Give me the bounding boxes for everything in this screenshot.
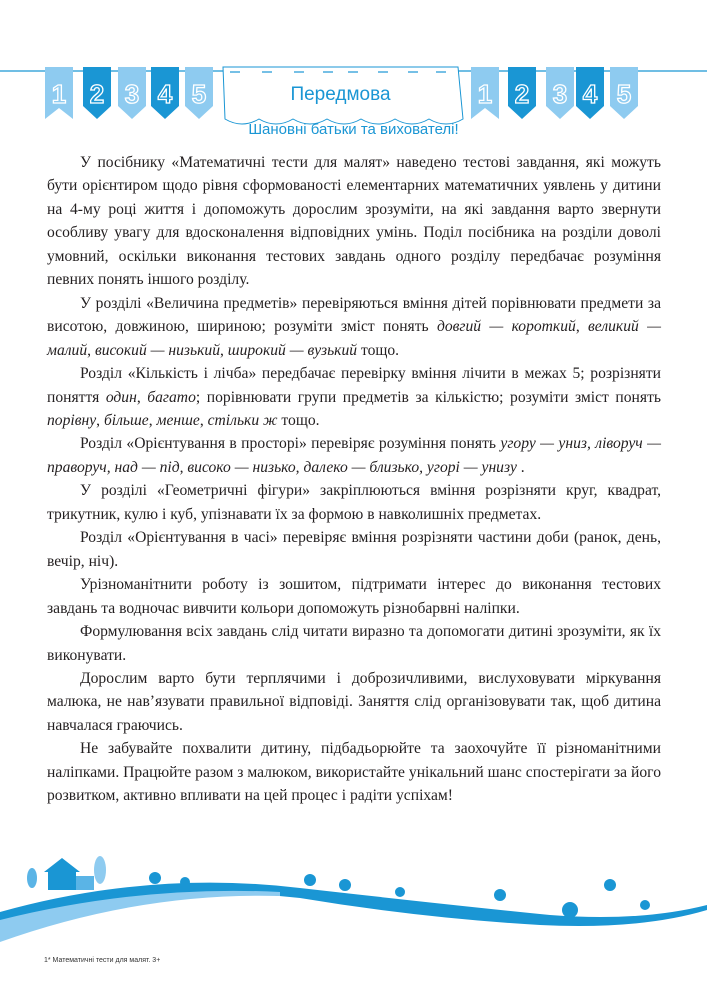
flag-digit-3	[118, 67, 146, 119]
italic-term: довгий — короткий	[436, 318, 576, 336]
text-run: У посібнику «Математичні тести для малят» наведено тестові завдання, які можуть бути орієнтиром щодо рівня сформованості елементарних математичних уявлень у дитини на 4-му році життя і допоможуть дорослим зрозуміти, на які завдання варто звернути особливу увагу для вдосконалення відповідних умінь. Поділ посібника на розділи доволі умовний, оскільки виконання тестових завдань одного розділу передбачає розуміння певних понять іншого розділу.	[47, 154, 661, 289]
text-run: У розділі «Геометричні фігури» закріплюються вміння розрізняти круг, квадрат, трикутник, кулю і куб, упізнавати їх за формою в навколишніх предметах.	[47, 482, 661, 523]
footer-caption: 1* Математичні тести для малят. 3+	[44, 957, 161, 964]
text-run: ,	[87, 341, 95, 359]
text-run: ,	[220, 341, 228, 359]
svg-text:2: 2	[89, 79, 105, 109]
paragraph	[47, 667, 661, 737]
italic-term: більше	[103, 411, 149, 429]
text-run: Урізноманітнити роботу із зошитом, підтримати інтерес до виконання тестових завдань та водночас вивчити кольори допоможуть різнобарвні наліпки.	[47, 576, 661, 617]
italic-term: високий — низький	[94, 341, 220, 359]
text-run: ,	[96, 411, 104, 429]
italic-term: менше	[156, 411, 200, 429]
landscape-decoration	[0, 850, 707, 960]
text-run: Дорослим варто бути терплячими і доброзичливими, вислуховувати міркування малюка, не нав’язувати правильної відповіді. Заняття слід організовувати так, щоб дитина навчалася граючись.	[47, 669, 661, 734]
svg-text:3: 3	[552, 79, 568, 109]
text-run: Розділ «Орієнтування в часі» перевіряє вміння розрізняти частини доби (ранок, день, вечір, ніч).	[47, 529, 661, 570]
text-run: тощо.	[357, 341, 400, 359]
svg-text:1: 1	[477, 79, 493, 109]
greeting-heading: Шановні батьки та вихователі!	[248, 121, 459, 138]
flag-digit-3	[546, 67, 574, 119]
paragraph	[47, 362, 661, 432]
italic-term: великий — малий	[47, 318, 661, 359]
italic-term: стільки ж	[207, 411, 278, 429]
text-run: ,	[148, 411, 157, 429]
text-run: .	[516, 458, 525, 476]
svg-text:1: 1	[51, 79, 67, 109]
paragraph	[47, 151, 661, 292]
svg-text:5: 5	[191, 79, 207, 109]
text-run: Розділ «Кількість і лічба» передбачає перевірку вміння лічити в межах 5; розрізняти поняття	[47, 365, 661, 406]
svg-text:5: 5	[616, 79, 632, 109]
flag-digit-5	[610, 67, 638, 119]
flag-digit-1	[471, 67, 499, 119]
text-run: ,	[575, 318, 589, 336]
italic-term: порівну	[47, 411, 97, 429]
flag-digit-2	[83, 67, 111, 119]
text-run: ,	[199, 411, 208, 429]
italic-term: багато	[147, 388, 196, 406]
flag-digit-1	[45, 67, 73, 119]
preface-body	[47, 151, 661, 808]
italic-term: один	[105, 388, 137, 406]
flag-digit-4	[151, 67, 179, 119]
paragraph	[47, 737, 661, 807]
svg-text:2: 2	[514, 79, 530, 109]
text-run: У розділі «Величина предметів» перевіряються вміння дітей порівнювати предмети за висотою, довжиною, шириною; розуміти зміст понять	[47, 294, 661, 336]
paragraph	[47, 620, 661, 667]
paragraph	[47, 292, 661, 362]
paragraph	[47, 432, 661, 479]
text-run: Формулювання всіх завдань слід читати виразно та допомогати дитині зрозуміти, як їх виконувати.	[47, 623, 661, 664]
text-run: ; порівнювати групи предметів за кількістю; розуміти зміст понять	[195, 388, 661, 406]
text-run: ,	[136, 388, 148, 406]
italic-term: широкий — вузький	[227, 341, 358, 359]
svg-text:4: 4	[582, 79, 598, 109]
svg-text:4: 4	[157, 79, 173, 109]
paragraph	[47, 479, 661, 526]
page-title: Передмова	[290, 84, 391, 105]
flag-digit-2	[508, 67, 536, 119]
header-bunting	[0, 0, 707, 135]
text-run: тощо.	[277, 411, 320, 429]
svg-text:3: 3	[124, 79, 140, 109]
flag-digit-5	[185, 67, 213, 119]
flag-digit-4	[576, 67, 604, 119]
text-run: Не забувайте похвалити дитину, підбадьорюйте та заохочуйте її різноманітними наліпками. Працюйте разом з малюком, використайте унікальний шанс спостерігати за його розвитком, активно впливати на цей процес і радіти успіхам!	[47, 740, 661, 805]
paragraph	[47, 526, 661, 573]
paragraph	[47, 573, 661, 620]
italic-term: угору — униз, ліворуч — праворуч, над — під, високо — низько, далеко — близько, угорі — унизу	[47, 435, 661, 476]
text-run: Розділ «Орієнтування в просторі» перевіряє розуміння понять	[80, 435, 501, 453]
